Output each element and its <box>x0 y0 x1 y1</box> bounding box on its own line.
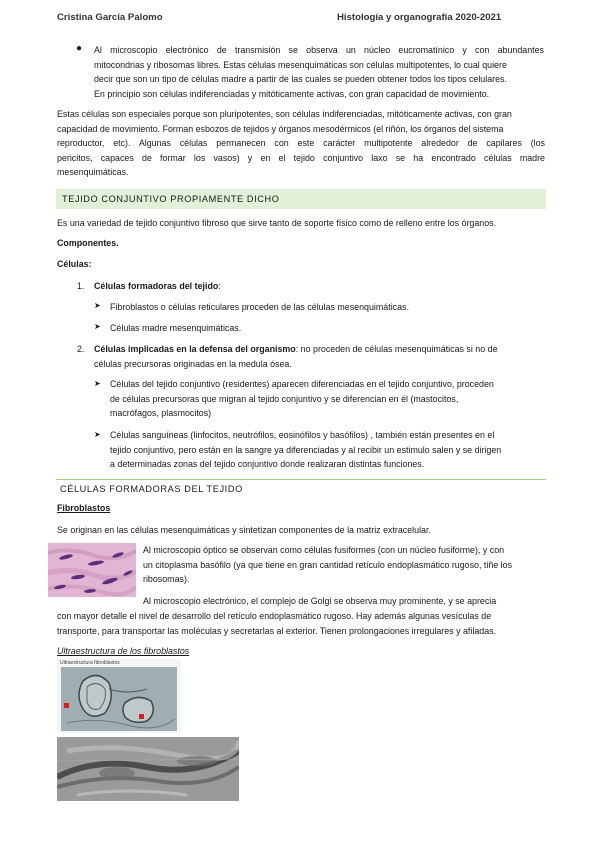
list-item-2 <box>94 342 544 371</box>
micrograph-caption: Ultraestructura fibroblastos <box>60 660 120 666</box>
electro-line: transporte, para transportar las moléculas y secretarlas al exterior. Tienen prolongaciones irregulares y afiladas. <box>57 625 497 636</box>
electro-line: Al microscopio electrónico, el complejo de Golgi se observa muy prominente, y se aprecia <box>143 596 497 606</box>
optico-line: Al microscopio óptico se observan como células fusiformes (con un núcleo fusiforme), y con <box>143 545 505 555</box>
list-item-title: Células formadoras del tejido <box>94 281 219 291</box>
electron-micrograph-2 <box>57 737 239 801</box>
fibroblastos-intro: Se originan en las células mesenquimáticas y sintetizan componentes de la matriz extracelular. <box>57 525 431 535</box>
componentes-heading: Componentes. <box>57 238 119 248</box>
list-number: 2. <box>77 344 85 354</box>
sublist-item: Fibroblastos o células reticulares proceden de las células mesenquimáticas. <box>110 302 409 312</box>
sublist-line: a determinadas zonas del tejido conjuntivo donde realizaran distintas funciones. <box>110 459 425 470</box>
intro-line: mitocondrias y ribosomas libres. Estas células mesenquimáticas son células multipotentes, lo cual quiere <box>94 59 507 70</box>
intro-line: Al microscopio electrónico de transmisión se observa un núcleo eucromatínico y con abundantes <box>94 45 544 55</box>
optico-line: ribosomas). <box>143 574 190 585</box>
para-line: mesenquimáticas. <box>57 167 129 178</box>
electron-micrograph-1 <box>57 659 181 733</box>
arrow-bullet-icon: ➤ <box>94 301 101 310</box>
list-item-colon: : <box>218 281 221 291</box>
paragraph-pluripotentes <box>57 107 545 180</box>
arrow-bullet-icon: ➤ <box>94 379 101 388</box>
header-author: Cristina García Palomo <box>57 12 163 23</box>
celulas-heading: Células: <box>57 259 92 269</box>
ultraestructura-heading: Ultraestructura de los fibroblastos <box>57 646 190 656</box>
electro-line: con mayor detalle el nivel de desarrollo del retículo endoplasmático rugoso. Hay además algunas vesículas de <box>57 611 492 621</box>
intro-bullet-text <box>94 43 544 101</box>
bullet-dot: ● <box>76 43 83 54</box>
section-heading-celulas-formadoras: CÉLULAS FORMADORAS DEL TEJIDO <box>56 479 546 497</box>
optico-line: un citoplasma basófilo (ya que tiene en gran cantidad retículo endoplasmático rugoso, tiñe los <box>143 559 513 570</box>
list-item-text: : no proceden de células mesenquimáticas si no de <box>295 344 498 354</box>
list-item-1 <box>94 279 221 294</box>
sublist-line: de células precursoras que migran al tejido conjuntivo y se diferencian en él (mastocitos, <box>110 393 459 404</box>
para-line: reproductor, etc). Algunas células permanecen con este carácter multipotente alrededor de capilares (los <box>57 138 545 149</box>
sublist-item: Células madre mesenquimáticas. <box>110 323 242 333</box>
paragraph-definicion: Es una variedad de tejido conjuntivo fibroso que sirve tanto de soporte físico como de relleno entre los órganos. <box>57 218 497 228</box>
sublist-item-residentes <box>110 377 548 421</box>
arrow-bullet-icon: ➤ <box>94 322 101 331</box>
sublist-item-sanguineas <box>110 428 548 472</box>
intro-line: En principio son células indiferenciadas y mitóticamente activas, con gran capacidad de movimiento. <box>94 88 490 99</box>
list-number: 1. <box>77 281 85 291</box>
histology-light-microscope-image <box>48 543 136 597</box>
sublist-line: Células sanguíneas (linfocitos, neutrófilos, eosinófilos y basófilos) , también están presentes en el <box>110 430 495 440</box>
arrow-bullet-icon: ➤ <box>94 430 101 439</box>
header-course: Histología y organografía 2020-2021 <box>337 12 502 23</box>
fibroblastos-heading: Fibroblastos <box>57 503 111 513</box>
para-line: pericitos, capaces de formar los vasos) y en el tejido conjuntivo laxo se ha encontrado células madre <box>57 152 545 163</box>
list-item-title: Células implicadas en la defensa del organismo <box>94 344 296 354</box>
fibroblastos-optico-text <box>143 543 548 587</box>
sublist-line: tejido conjuntivo, pero están en la sangre ya diferenciadas y al recibir un estimulo salen y se dirigen <box>110 444 502 455</box>
para-line: capacidad de movimiento. Forman esbozos de tejidos y órganos mesodérmicos (el riñón, los órganos del sistema <box>57 123 504 134</box>
intro-line: decir que son un tipo de células madre a partir de las cuales se pueden obtener todos los tipos celulares. <box>94 74 507 85</box>
sublist-line: macrófagos, plasmocitos) <box>110 408 212 419</box>
fibroblastos-electro-text <box>57 609 549 638</box>
sublist-line: Células del tejido conjuntivo (residentes) aparecen diferenciadas en el tejido conjuntivo, proceden <box>110 379 494 389</box>
list-item-text: células precursoras originadas en la medula ósea. <box>94 358 292 369</box>
para-line: Estas células son especiales porque son pluripotentes, son células indiferenciadas, mitóticamente activas, con gran <box>57 109 512 119</box>
section-heading-tejido-conjuntivo: TEJIDO CONJUNTIVO PROPIAMENTE DICHO <box>56 189 546 209</box>
